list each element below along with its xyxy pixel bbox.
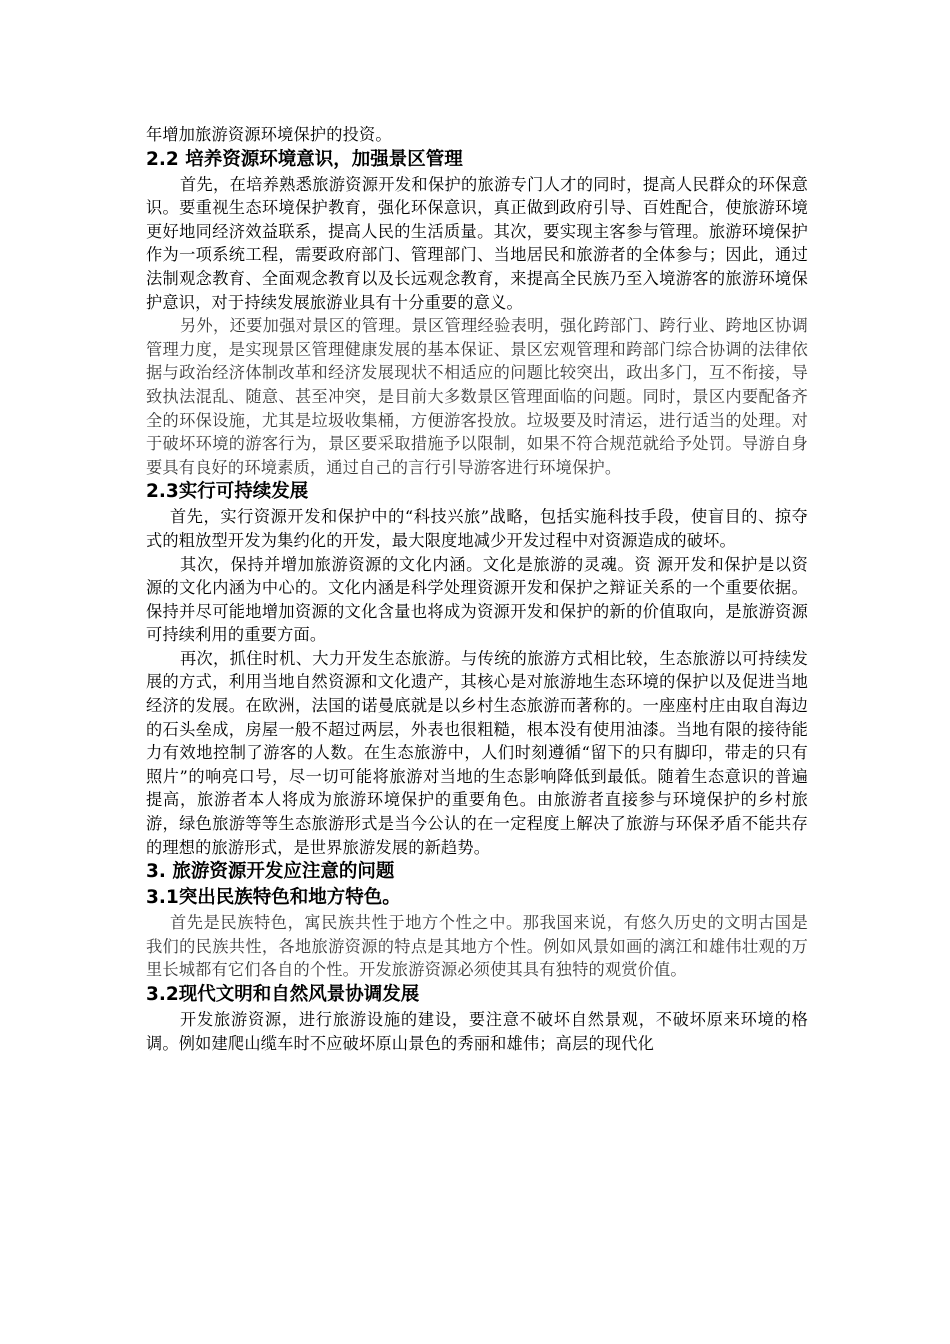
section-2-2-heading: 2.2 培养资源环境意识，加强景区管理 <box>146 148 463 170</box>
section-2-3-heading: 2.3实行可持续发展 <box>146 481 309 503</box>
section-3-2-paragraph-1: 开发旅游资源，进行旅游设施的建设，要注意不破坏自然景观，不破坏原来环境的格调。例如建爬山缆车时不应破坏原山景色的秀丽和雄伟；高层的现代化 <box>146 1010 808 1053</box>
section-3-heading: 3. 旅游资源开发应注意的问题 <box>146 861 395 883</box>
section-3-2-heading: 3.2现代文明和自然风景协调发展 <box>146 984 420 1005</box>
document-body <box>146 123 808 1055</box>
section-2-3-paragraph-1: 首先，实行资源开发和保护中的“科技兴旅”战略，包括实施科技手段，使盲目的、掠夺式的粗放型开发为集约化的开发，最大限度地减少开发过程中对资源造成的破坏。 <box>146 507 808 550</box>
section-2-3-paragraph-3: 再次，抓住时机、大力开发生态旅游。与传统的旅游方式相比较，生态旅游以可持续发展的方式，利用当地自然资源和文化遗产，其核心是对旅游地生态环境的保护以及促进当地经济的发展。在欧洲，法国的诺曼底就是以乡村生态旅游而著称的。一座座村庄由取自海边的石头垒成，房屋一般不超过两层，外表也很粗糙，根本没有使用油漆。当地有限的接待能力有效地控制了游客的人数。在生态旅游中，人们时刻遵循“留下的只有脚印，带走的只有照片”的响亮口号，尽一切可能将旅游对当地的生态影响降低到最低。随着生态意识的普遍提高，旅游者本人将成为旅游环境保护的重要角色。由旅游者直接参与环境保护的乡村旅游，绿色旅游等等生态旅游形式是当今公认的在一定程度上解决了旅游与环保矛盾不能共存的理想的旅游形式，是世界旅游发展的新趋势。 <box>146 648 808 857</box>
section-3-1-heading: 3.1突出民族特色和地方特色。 <box>146 887 401 909</box>
section-2-2-paragraph-1: 首先，在培养熟悉旅游资源开发和保护的旅游专门人才的同时，提高人民群众的环保意识。要重视生态环境保护教育，强化环保意识，真正做到政府引导、百姓配合，使旅游环境更好地同经济效益联系，提高人民的生活质量。其次，要实现主客参与管理。旅游环境保护作为一项系统工程，需要政府部门、管理部门、当地居民和旅游者的全体参与；因此，通过法制观念教育、全面观念教育以及长远观念教育，来提高全民族乃至入境游客的旅游环境保护意识，对于持续发展旅游业具有十分重要的意义。 <box>146 174 808 312</box>
section-2-3-paragraph-2: 其次，保持并增加旅游资源的文化内涵。文化是旅游的灵魂。资 源开发和保护是以资源的文化内涵为中心的。文化内涵是科学处理资源开发和保护之辩证关系的一个重要依据。保持并尽可能地增加资源的文化含量也将成为资源开发和保护的新的价值取向，是旅游资源可持续利用的重要方面。 <box>146 554 808 645</box>
section-2-2-paragraph-2: 另外，还要加强对景区的管理。景区管理经验表明，强化跨部门、跨行业、跨地区协调管理力度，是实现景区管理健康发展的基本保证、景区宏观管理和跨部门综合协调的法律依据与政治经济体制改革和经济发展现状不相适应的问题比较突出，政出多门，互不衔接，导致执法混乱、随意、甚至冲突，是目前大多数景区管理面临的问题。同时，景区内要配备齐全的环保设施，尤其是垃圾收集桶，方便游客投放。垃圾要及时清运，进行适当的处理。对于破坏环境的游客行为，景区要采取措施予以限制，如果不符合规范就给予处罚。导游自身要具有良好的环境素质，通过自己的言行引导游客进行环境保护。 <box>146 316 808 477</box>
section-3-1-paragraph-1: 首先是民族特色，寓民族共性于地方个性之中。那我国来说，有悠久历史的文明古国是我们的民族共性，各地旅游资源的特点是其地方个性。例如风景如画的漓江和雄伟壮观的万里长城都有它们各自的个性。开发旅游资源必须使其具有独特的观赏价值。 <box>146 913 808 980</box>
lead-paragraph: 年增加旅游资源环境保护的投资。 <box>146 125 392 144</box>
